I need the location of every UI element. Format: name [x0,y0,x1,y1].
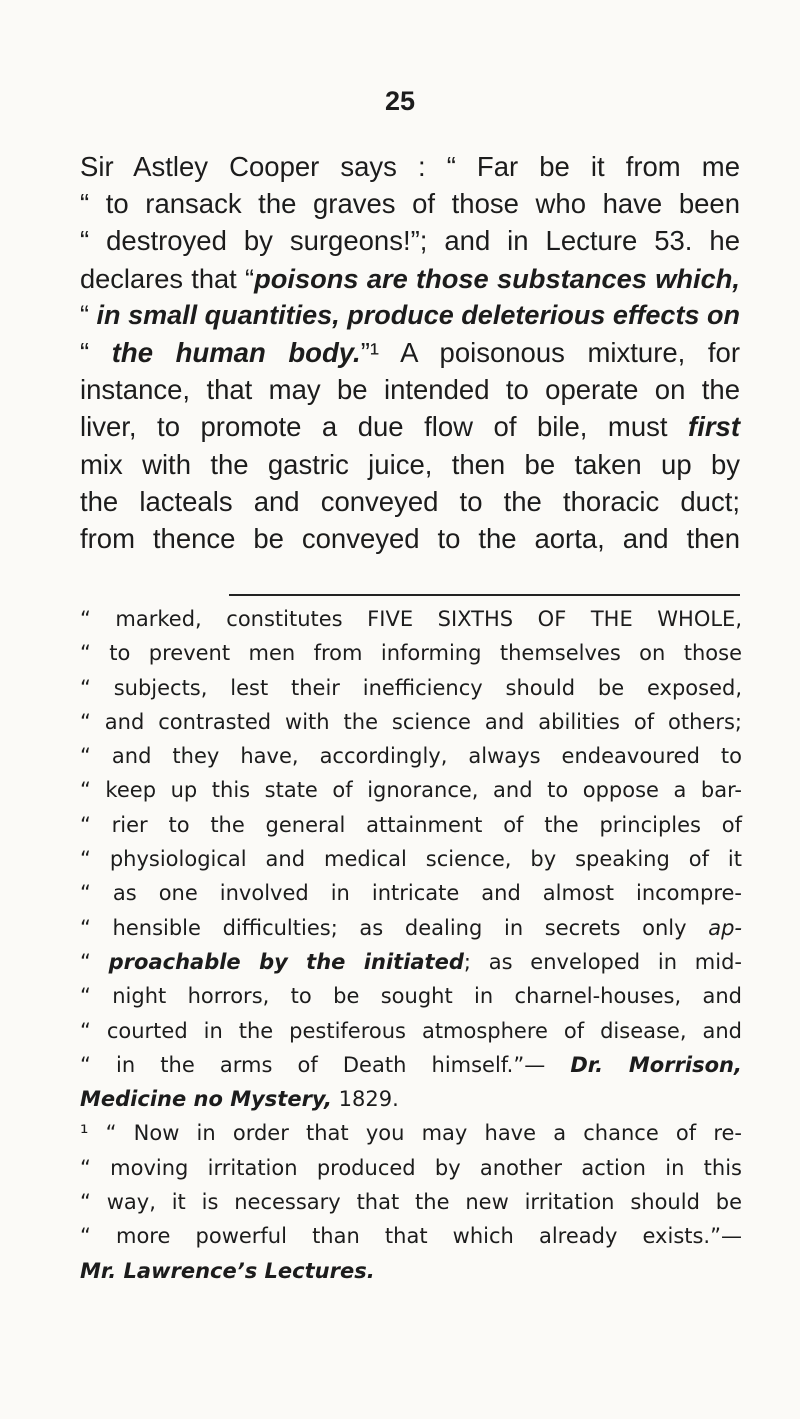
footnote-line: “ in the arms of Death himself.”— Dr. Morrison, [80,1052,742,1077]
main-line: “ the human body.”¹ A poisonous mixture, for [80,336,740,368]
page-number: 25 [384,86,416,116]
footnote-line: “ courted in the pestiferous atmosphere of disease, and [80,1018,742,1043]
main-line: “ to ransack the graves of those who have been [80,188,740,220]
main-line: “ destroyed by surgeons!”; and in Lecture 53. he [80,225,740,257]
footnote-line: “ and contrasted with the science and abilities of others; [80,709,742,734]
footnote-line: “ rier to the general attainment of the principles of [80,812,742,837]
main-line: mix with the gastric juice, then be taken up by [80,448,740,480]
footnote-line: “ as one involved in intricate and almost incompre- [80,881,742,906]
footnote-line: “ physiological and medical science, by speaking of it [80,847,742,872]
footnote-line: “ keep up this state of ignorance, and to oppose a bar- [80,778,742,803]
main-line: from thence be conveyed to the aorta, and then [80,522,740,554]
footnote-line: “ proachable by the initiated; as enveloped in mid- [80,949,742,974]
footnote-line: Mr. Lawrence’s Lectures. [80,1258,375,1283]
main-line: the lacteals and conveyed to the thoracic duct; [80,485,740,517]
footnote-line: “ to prevent men from informing themselves on those [80,641,742,666]
main-line: “ in small quantities, produce deleterious effects on [80,299,740,330]
footnote-line: “ hensible difficulties; as dealing in secrets only ap- [80,915,742,940]
footnote-line: “ night horrors, to be sought in charnel-houses, and [80,984,742,1009]
footnote-line: ¹ “ Now in order that you may have a chance of re- [80,1121,742,1146]
footnote-divider [229,594,740,596]
footnote-line: “ way, it is necessary that the new irritation should be [80,1190,742,1215]
main-text [80,148,740,557]
footnote-line: “ and they have, accordingly, always endeavoured to [80,744,742,769]
footnote-line: “ more powerful than that which already exists.”— [80,1224,742,1249]
main-line: liver, to promote a due flow of bile, must first [80,411,740,443]
main-line: declares that “poisons are those substances which, [80,262,740,294]
footnote-line: “ subjects, lest their inefficiency should be exposed, [80,675,742,700]
footnote-line: “ moving irritation produced by another action in this [80,1155,742,1180]
footnotes [80,602,742,1288]
main-line: instance, that may be intended to operate on the [80,374,740,406]
footnote-line: “ marked, constitutes FIVE SIXTHS OF THE WHOLE, [80,607,742,631]
footnote-line: Medicine no Mystery, 1829. [80,1087,399,1112]
main-line: Sir Astley Cooper says : “ Far be it from me [80,151,740,182]
